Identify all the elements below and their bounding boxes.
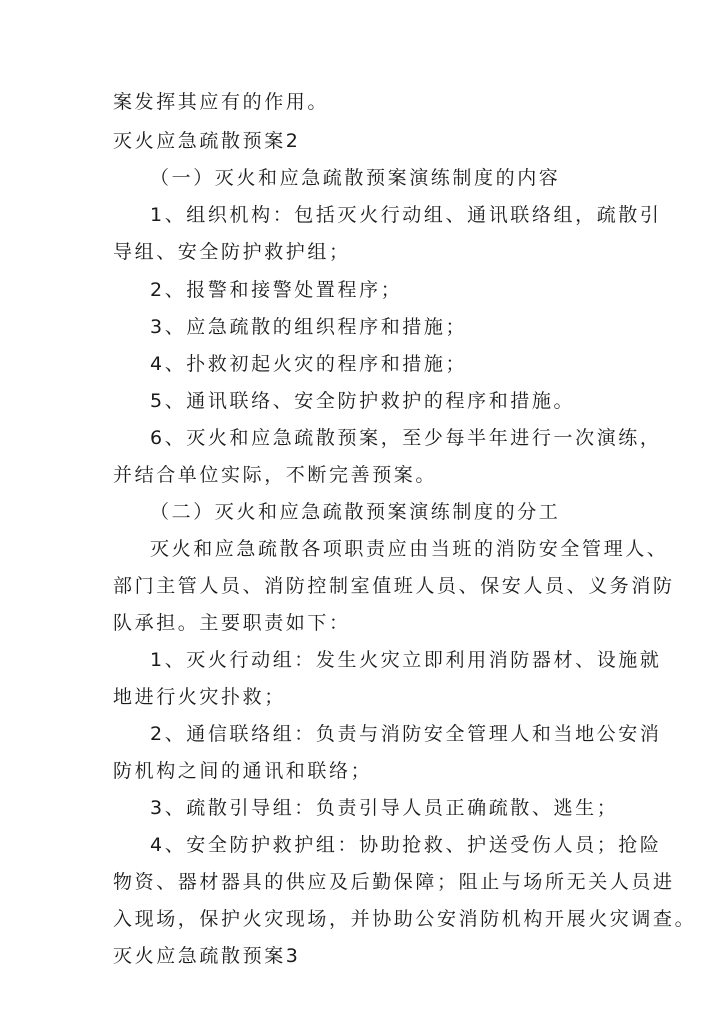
section-heading: 灭火应急疏散预案3 [113,945,301,967]
text-line: 1、组织机构：包括灭火行动组、通讯联络组，疏散引 [150,204,662,226]
section-heading: 灭火应急疏散预案2 [113,130,301,152]
text-line: 1、灭火行动组：发生火灾立即利用消防器材、设施就 [150,649,662,671]
subsection-heading: （二）灭火和应急疏散预案演练制度的分工 [150,501,561,523]
text-line: 5、通讯联络、安全防护救护的程序和措施。 [150,390,576,412]
text-line: 案发挥其应有的作用。 [113,91,330,113]
text-line: 3、应急疏散的组织程序和措施； [150,316,468,338]
text-line: 入现场，保护火灾现场，并协助公安消防机构开展火灾调查。 [113,908,697,930]
text-line: 4、扑救初起火灾的程序和措施； [150,353,468,375]
text-line: 部门主管人员、消防控制室值班人员、保安人员、义务消防 [113,575,675,597]
text-line: 并结合单位实际，不断完善预案。 [113,464,438,486]
text-line: 地进行火灾扑救； [113,686,286,708]
text-line: 4、安全防护救护组：协助抢救、护送受伤人员；抢险 [150,834,662,856]
text-line: 导组、安全防护救护组； [113,241,351,263]
subsection-heading: （一）灭火和应急疏散预案演练制度的内容 [150,167,561,189]
text-line: 防机构之间的通讯和联络； [113,760,373,782]
text-line: 2、报警和接警处置程序； [150,279,403,301]
text-line: 灭火和应急疏散各项职责应由当班的消防安全管理人、 [150,538,669,560]
text-line: 2、通信联络组：负责与消防安全管理人和当地公安消 [150,723,662,745]
text-line: 队承担。主要职责如下： [113,612,351,634]
text-line: 3、疏散引导组：负责引导人员正确疏散、逃生； [150,797,619,819]
text-line: 6、灭火和应急疏散预案，至少每半年进行一次演练， [150,427,662,449]
text-line: 物资、器材器具的供应及后勤保障；阻止与场所无关人员进 [113,871,675,893]
